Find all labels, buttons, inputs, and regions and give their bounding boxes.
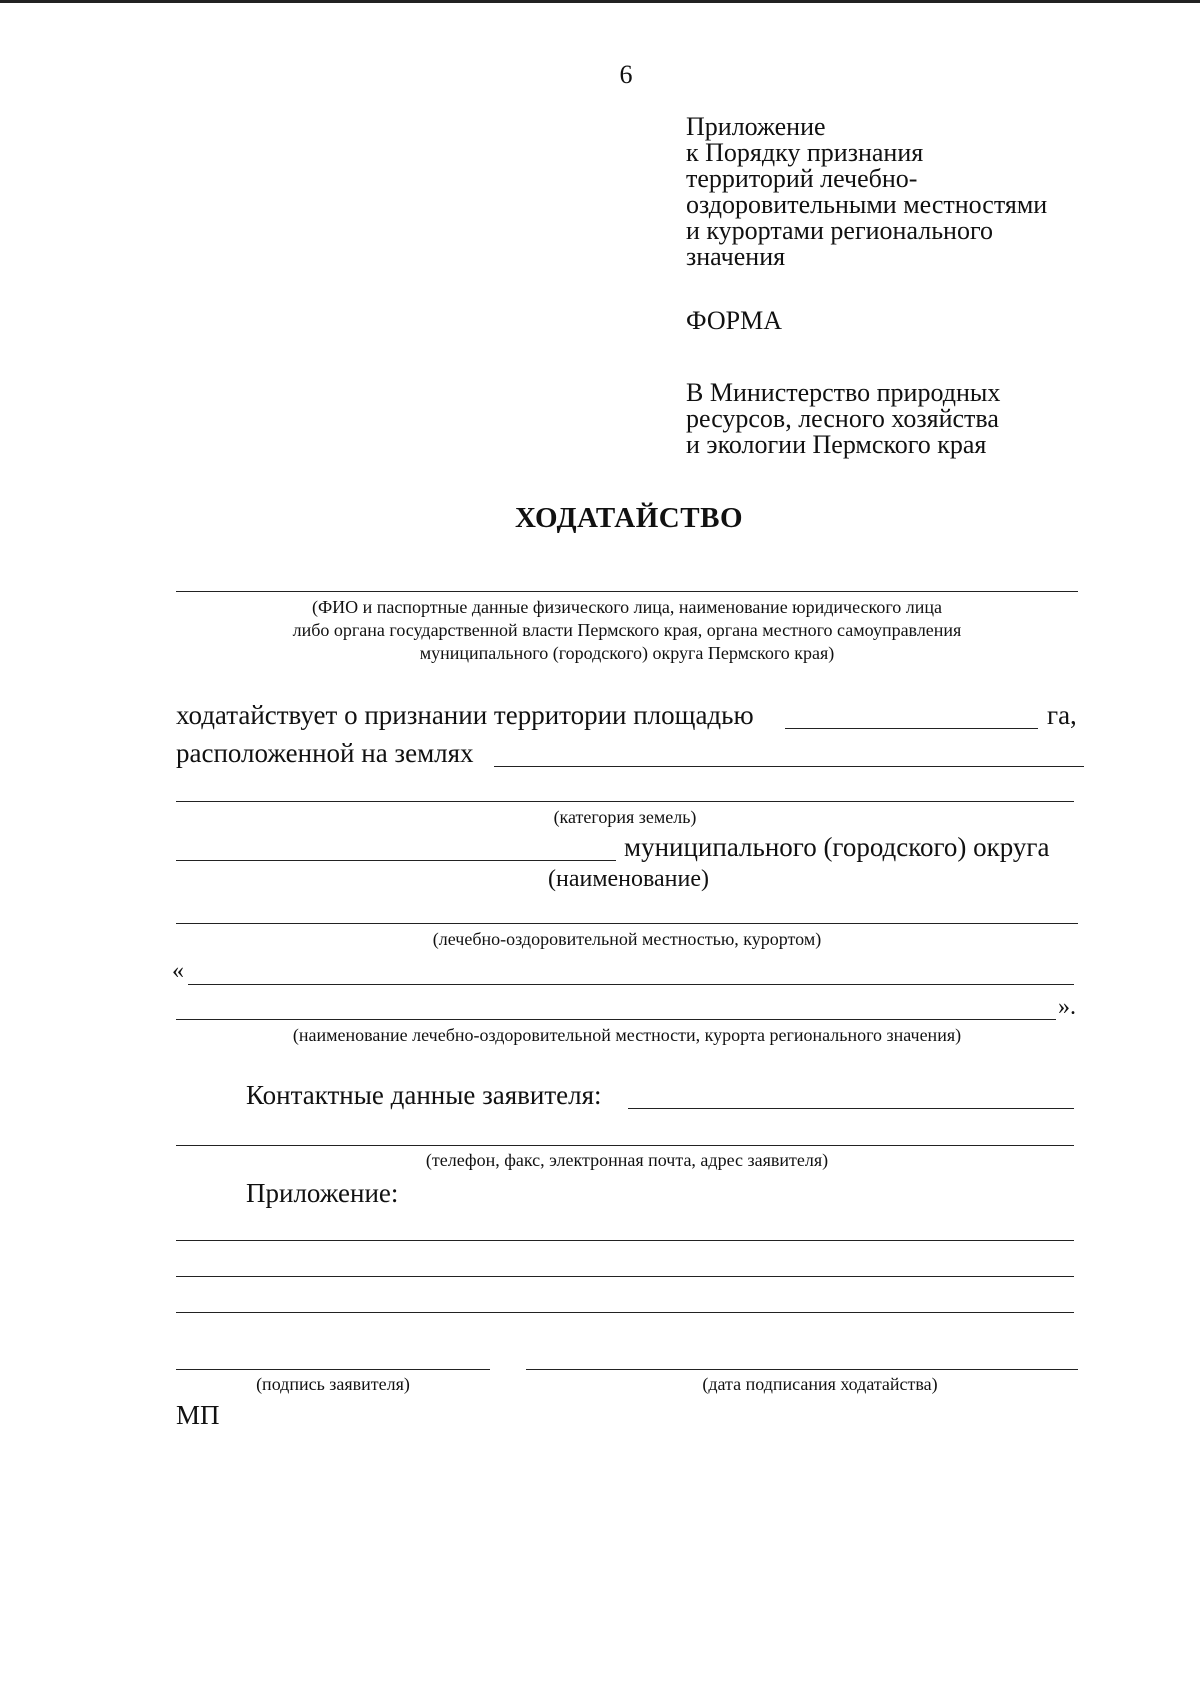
status-caption: (лечебно-оздоровительной местностью, курортом) — [432, 929, 822, 949]
municipality-field-line[interactable] — [176, 860, 616, 861]
open-quote: « — [172, 958, 184, 984]
addressee-line: ресурсов, лесного хозяйства — [686, 404, 999, 433]
name-field-line-2[interactable] — [176, 1019, 1056, 1020]
applicant-field-line[interactable] — [176, 591, 1078, 592]
signature-caption: (подпись заявителя) — [256, 1374, 410, 1394]
area-field-line[interactable] — [785, 728, 1038, 729]
signature-field-line[interactable] — [176, 1369, 490, 1370]
scan-top-edge — [0, 0, 1200, 3]
applicant-caption-line: (ФИО и паспортные данные физического лица, наименование юридического лица — [311, 597, 943, 617]
municipality-caption: (наименование) — [548, 866, 710, 892]
attachment-label: Приложение: — [246, 1178, 399, 1208]
form-label: ФОРМА — [686, 306, 782, 335]
page-number: 6 — [619, 60, 633, 89]
date-caption: (дата подписания ходатайства) — [702, 1374, 938, 1394]
appendix-line: к Порядку признания — [686, 138, 924, 167]
applicant-caption — [176, 596, 1078, 665]
contacts-field-line-1[interactable] — [628, 1108, 1074, 1109]
attachment-field-line-2[interactable] — [176, 1276, 1074, 1277]
seal-label: МП — [176, 1400, 220, 1430]
addressee-block — [686, 380, 1000, 458]
date-field-line[interactable] — [526, 1369, 1078, 1370]
name-field-line-1[interactable] — [188, 984, 1074, 985]
lands-field-line[interactable] — [494, 766, 1084, 767]
document-title: ХОДАТАЙСТВО — [514, 502, 743, 534]
appendix-reference — [686, 114, 1047, 270]
name-caption: (наименование лечебно-оздоровительной местности, курорта регионального значения) — [292, 1025, 962, 1045]
area-unit: га, — [1047, 700, 1077, 730]
status-field-line[interactable] — [176, 923, 1078, 924]
applicant-caption-line: муниципального (городского) округа Пермского края) — [419, 643, 835, 663]
attachment-field-line-1[interactable] — [176, 1240, 1074, 1241]
applicant-caption-line: либо органа государственной власти Пермского края, органа местного самоуправления — [292, 620, 962, 640]
appendix-line: значения — [686, 242, 786, 271]
lands-text: расположенной на землях — [176, 738, 474, 768]
land-category-caption: (категория земель) — [553, 807, 697, 827]
appendix-line: Приложение — [686, 112, 826, 141]
contacts-caption: (телефон, факс, электронная почта, адрес заявителя) — [425, 1150, 829, 1170]
land-category-field-line[interactable] — [176, 801, 1074, 802]
appendix-line: оздоровительными местностями — [686, 190, 1048, 219]
contacts-field-line-2[interactable] — [176, 1145, 1074, 1146]
appendix-line: территорий лечебно- — [686, 164, 918, 193]
municipality-text: муниципального (городского) округа — [624, 832, 1050, 862]
contacts-label: Контактные данные заявителя: — [246, 1080, 602, 1110]
attachment-field-line-3[interactable] — [176, 1312, 1074, 1313]
close-quote: ». — [1058, 994, 1076, 1020]
addressee-line: и экологии Пермского края — [686, 430, 987, 459]
area-text: ходатайствует о признании территории площадью — [176, 700, 754, 730]
addressee-line: В Министерство природных — [686, 378, 1001, 407]
appendix-line: и курортами регионального — [686, 216, 993, 245]
